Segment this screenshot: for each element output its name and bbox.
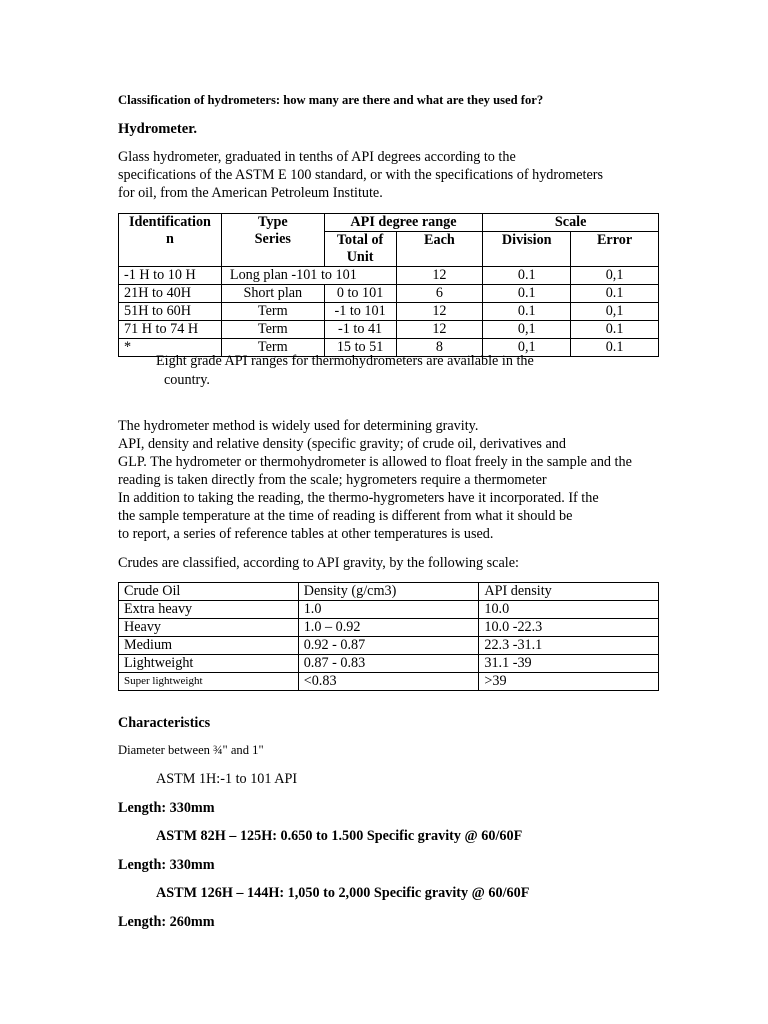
hydrometer-table — [118, 213, 659, 357]
table-row: 71 H to 74 H Term -1 to 41 12 0,1 0.1 — [119, 321, 659, 339]
table-row: -1 H to 10 H Long plan -101 to 101 12 0.1 0,1 — [119, 267, 659, 285]
table-row: * Term 15 to 51 8 0,1 0.1 — [119, 339, 659, 357]
paragraph-line: reading is taken directly from the scale; hygrometers require a thermometer — [118, 472, 547, 488]
section-heading-characteristics: Characteristics — [118, 715, 211, 731]
table-header-row: Crude Oil Density (g/cm3) API density — [119, 583, 659, 601]
paragraph-line: The hydrometer method is widely used for determining gravity. — [118, 418, 479, 434]
table-row: 51H to 60H Term -1 to 101 12 0.1 0,1 — [119, 303, 659, 321]
note-line: country. — [164, 372, 210, 388]
header-total-unit: Total of Unit — [324, 232, 396, 267]
spec-item: ASTM 126H – 144H: 1,050 to 2,000 Specific gravity @ 60/60F — [156, 885, 530, 901]
paragraph-line: the sample temperature at the time of reading is different from what it should be — [118, 508, 573, 524]
paragraph-line: In addition to taking the reading, the thermo-hygrometers have it incorporated. If the — [118, 490, 599, 506]
header-scale: Scale — [483, 214, 659, 232]
header-type-series: Type Series — [221, 214, 324, 267]
table-row: Medium 0.92 - 0.87 22.3 -31.1 — [119, 637, 659, 655]
header-each: Each — [396, 232, 483, 267]
intro-line: specifications of the ASTM E 100 standard, or with the specifications of hydrometers — [118, 167, 604, 183]
paragraph-line: to report, a series of reference tables at other temperatures is used. — [118, 526, 494, 542]
spec-item: ASTM 82H – 125H: 0.650 to 1.500 Specific gravity @ 60/60F — [156, 828, 523, 844]
table-row: Extra heavy 1.0 10.0 — [119, 601, 659, 619]
paragraph-line: API, density and relative density (specific gravity; of crude oil, derivatives and — [118, 436, 566, 452]
header-identification: Identification n — [119, 214, 222, 267]
length-label: Length: 260mm — [118, 914, 215, 930]
table-row: Super lightweight <0.83 >39 — [119, 673, 659, 691]
spec-item: ASTM 1H:-1 to 101 API — [156, 771, 298, 787]
section-heading-hydrometer: Hydrometer. — [118, 121, 198, 137]
header-error: Error — [571, 232, 659, 267]
note-line: Eight grade API ranges for thermohydrometers are available in the — [156, 353, 534, 369]
intro-line: for oil, from the American Petroleum Institute. — [118, 185, 383, 201]
paragraph-line: GLP. The hydrometer or thermohydrometer is allowed to float freely in the sample and the — [118, 454, 632, 470]
diameter-text: Diameter between ¾" and 1" — [118, 743, 264, 757]
header-division: Division — [483, 232, 571, 267]
length-label: Length: 330mm — [118, 800, 215, 816]
table-row: 21H to 40H Short plan 0 to 101 6 0.1 0.1 — [119, 285, 659, 303]
intro-line: Glass hydrometer, graduated in tenths of API degrees according to the — [118, 149, 516, 165]
table-row: Heavy 1.0 – 0.92 10.0 -22.3 — [119, 619, 659, 637]
table-row: Lightweight 0.87 - 0.83 31.1 -39 — [119, 655, 659, 673]
header-api-range: API degree range — [324, 214, 483, 232]
crudes-intro: Crudes are classified, according to API gravity, by the following scale: — [118, 555, 519, 571]
crude-classification-table — [118, 582, 659, 691]
document-title: Classification of hydrometers: how many are there and what are they used for? — [118, 93, 544, 107]
length-label: Length: 330mm — [118, 857, 215, 873]
